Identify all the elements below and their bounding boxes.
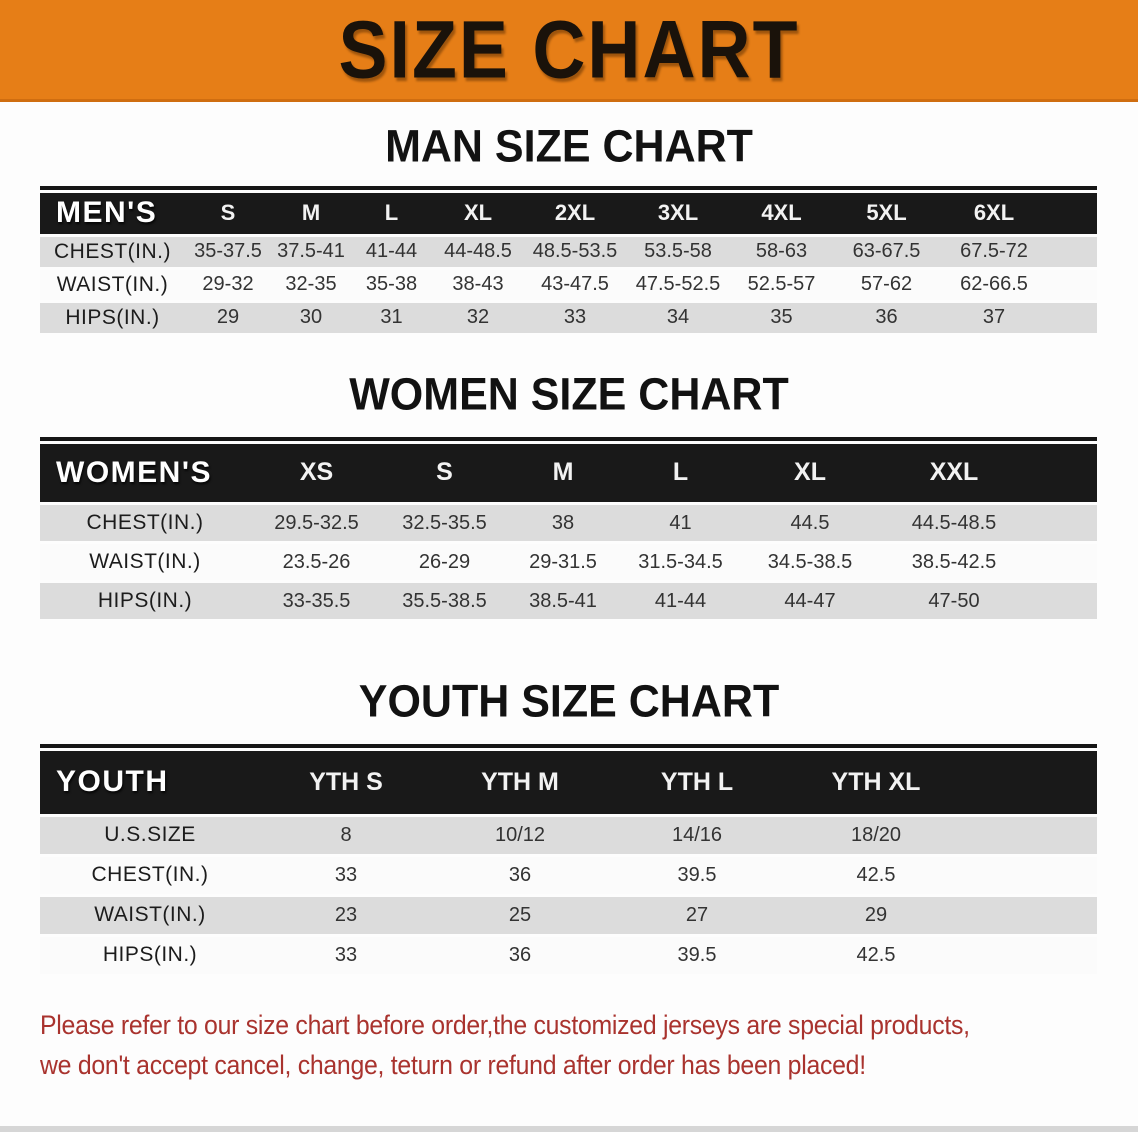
- measurement-row-label: HIPS(IN.): [40, 301, 185, 334]
- measurement-row: [40, 895, 1097, 935]
- size-value-cell: 41-44: [351, 235, 432, 268]
- measurement-row-label: CHEST(IN.): [40, 235, 185, 268]
- spacer-cell: [966, 935, 1097, 975]
- size-column-header: XL: [741, 444, 879, 504]
- measurement-row-label: HIPS(IN.): [40, 582, 250, 621]
- women-section-heading: WOMEN SIZE CHART: [349, 369, 789, 421]
- size-column-header: 3XL: [626, 193, 730, 235]
- size-value-cell: 42.5: [786, 855, 966, 895]
- size-value-cell: 38.5-41: [506, 582, 620, 621]
- size-value-cell: 34: [626, 301, 730, 334]
- size-value-cell: 32: [432, 301, 524, 334]
- size-value-cell: 31: [351, 301, 432, 334]
- size-column-header: 5XL: [833, 193, 940, 235]
- women-section-heading-wrap: [0, 369, 1138, 421]
- youth-section-heading-wrap: [0, 678, 1138, 726]
- size-column-header: YTH M: [432, 751, 608, 815]
- measurement-row-label: WAIST(IN.): [40, 268, 185, 301]
- size-value-cell: 36: [432, 935, 608, 975]
- spacer-cell: [966, 751, 1097, 815]
- spacer-cell: [1048, 301, 1097, 334]
- size-column-header: YTH L: [608, 751, 786, 815]
- size-value-cell: 25: [432, 895, 608, 935]
- disclaimer-line-2: we don't accept cancel, change, teturn or refund after order has been placed!: [40, 1049, 866, 1080]
- youth-section-heading: YOUTH SIZE CHART: [358, 676, 780, 727]
- size-column-header: M: [506, 444, 620, 504]
- size-value-cell: 37.5-41: [271, 235, 351, 268]
- size-value-cell: 8: [260, 815, 432, 855]
- size-column-header: XS: [250, 444, 383, 504]
- size-column-header: XL: [432, 193, 524, 235]
- size-value-cell: 29-31.5: [506, 543, 620, 582]
- size-value-cell: 48.5-53.5: [524, 235, 626, 268]
- measurement-row: [40, 543, 1097, 582]
- spacer-cell: [1048, 268, 1097, 301]
- size-value-cell: 58-63: [730, 235, 833, 268]
- measurement-row-label: HIPS(IN.): [40, 935, 260, 975]
- size-value-cell: 47.5-52.5: [626, 268, 730, 301]
- size-value-cell: 29-32: [185, 268, 271, 301]
- size-value-cell: 36: [432, 855, 608, 895]
- size-value-cell: 57-62: [833, 268, 940, 301]
- size-column-header: YTH XL: [786, 751, 966, 815]
- size-value-cell: 44-48.5: [432, 235, 524, 268]
- measurement-row-label: WAIST(IN.): [40, 543, 250, 582]
- men-size-table-grid: [40, 193, 1097, 336]
- size-value-cell: 37: [940, 301, 1048, 334]
- spacer-cell: [966, 895, 1097, 935]
- measurement-row: [40, 815, 1097, 855]
- size-value-cell: 35: [730, 301, 833, 334]
- measurement-row-label: CHEST(IN.): [40, 855, 260, 895]
- size-value-cell: 44.5: [741, 504, 879, 543]
- men-size-table: [40, 186, 1097, 336]
- measurement-row: [40, 582, 1097, 621]
- size-column-header: M: [271, 193, 351, 235]
- size-value-cell: 44.5-48.5: [879, 504, 1029, 543]
- size-value-cell: 43-47.5: [524, 268, 626, 301]
- size-value-cell: 32.5-35.5: [383, 504, 506, 543]
- measurement-row: [40, 235, 1097, 268]
- size-value-cell: 34.5-38.5: [741, 543, 879, 582]
- size-header-row: [40, 193, 1097, 235]
- size-value-cell: 35-38: [351, 268, 432, 301]
- table-title-cell: MEN'S: [40, 193, 185, 235]
- size-value-cell: 38: [506, 504, 620, 543]
- men-section-heading: MAN SIZE CHART: [385, 121, 753, 172]
- spacer-cell: [1048, 235, 1097, 268]
- size-value-cell: 39.5: [608, 935, 786, 975]
- size-value-cell: 38.5-42.5: [879, 543, 1029, 582]
- measurement-row-label: CHEST(IN.): [40, 504, 250, 543]
- size-value-cell: 33: [260, 855, 432, 895]
- banner: [0, 0, 1138, 102]
- size-value-cell: 26-29: [383, 543, 506, 582]
- size-value-cell: 10/12: [432, 815, 608, 855]
- size-value-cell: 31.5-34.5: [620, 543, 741, 582]
- size-column-header: L: [351, 193, 432, 235]
- size-header-row: [40, 444, 1097, 504]
- spacer-cell: [1029, 504, 1097, 543]
- size-value-cell: 44-47: [741, 582, 879, 621]
- size-value-cell: 29: [185, 301, 271, 334]
- men-section-heading-wrap: [0, 123, 1138, 171]
- measurement-row: [40, 504, 1097, 543]
- measurement-row-label: WAIST(IN.): [40, 895, 260, 935]
- size-value-cell: 41: [620, 504, 741, 543]
- size-value-cell: 67.5-72: [940, 235, 1048, 268]
- size-column-header: YTH S: [260, 751, 432, 815]
- measurement-row: [40, 301, 1097, 334]
- size-value-cell: 27: [608, 895, 786, 935]
- size-value-cell: 23: [260, 895, 432, 935]
- size-column-header: XXL: [879, 444, 1029, 504]
- spacer-cell: [1029, 582, 1097, 621]
- size-value-cell: 18/20: [786, 815, 966, 855]
- banner-title: SIZE CHART: [338, 3, 800, 96]
- size-column-header: 6XL: [940, 193, 1048, 235]
- size-column-header: 4XL: [730, 193, 833, 235]
- table-title-cell: YOUTH: [40, 751, 260, 815]
- measurement-row: [40, 268, 1097, 301]
- size-value-cell: 53.5-58: [626, 235, 730, 268]
- disclaimer-line-1: Please refer to our size chart before order,the customized jerseys are special products,: [40, 1009, 970, 1040]
- size-value-cell: 36: [833, 301, 940, 334]
- women-size-table-grid: [40, 444, 1097, 623]
- size-value-cell: 39.5: [608, 855, 786, 895]
- measurement-row: [40, 935, 1097, 975]
- size-value-cell: 29.5-32.5: [250, 504, 383, 543]
- spacer-cell: [1029, 444, 1097, 504]
- size-value-cell: 33: [524, 301, 626, 334]
- size-value-cell: 42.5: [786, 935, 966, 975]
- image-bottom-edge: [0, 1126, 1138, 1132]
- youth-size-table-grid: [40, 751, 1097, 977]
- size-value-cell: 33-35.5: [250, 582, 383, 621]
- size-value-cell: 47-50: [879, 582, 1029, 621]
- size-value-cell: 14/16: [608, 815, 786, 855]
- spacer-cell: [1048, 193, 1097, 235]
- size-value-cell: 63-67.5: [833, 235, 940, 268]
- size-column-header: S: [185, 193, 271, 235]
- size-value-cell: 30: [271, 301, 351, 334]
- table-title-cell: WOMEN'S: [40, 444, 250, 504]
- size-value-cell: 23.5-26: [250, 543, 383, 582]
- size-value-cell: 29: [786, 895, 966, 935]
- size-column-header: S: [383, 444, 506, 504]
- size-value-cell: 38-43: [432, 268, 524, 301]
- size-value-cell: 62-66.5: [940, 268, 1048, 301]
- size-value-cell: 35-37.5: [185, 235, 271, 268]
- disclaimer: [40, 1005, 1138, 1085]
- size-column-header: 2XL: [524, 193, 626, 235]
- size-value-cell: 35.5-38.5: [383, 582, 506, 621]
- measurement-row-label: U.S.SIZE: [40, 815, 260, 855]
- size-value-cell: 41-44: [620, 582, 741, 621]
- size-value-cell: 52.5-57: [730, 268, 833, 301]
- women-table-top-border: [40, 437, 1097, 441]
- measurement-row: [40, 855, 1097, 895]
- size-column-header: L: [620, 444, 741, 504]
- size-header-row: [40, 751, 1097, 815]
- youth-size-table: [40, 744, 1097, 977]
- women-size-table: [40, 437, 1097, 623]
- size-value-cell: 33: [260, 935, 432, 975]
- men-table-top-border: [40, 186, 1097, 190]
- size-value-cell: 32-35: [271, 268, 351, 301]
- youth-table-top-border: [40, 744, 1097, 748]
- spacer-cell: [966, 815, 1097, 855]
- spacer-cell: [966, 855, 1097, 895]
- spacer-cell: [1029, 543, 1097, 582]
